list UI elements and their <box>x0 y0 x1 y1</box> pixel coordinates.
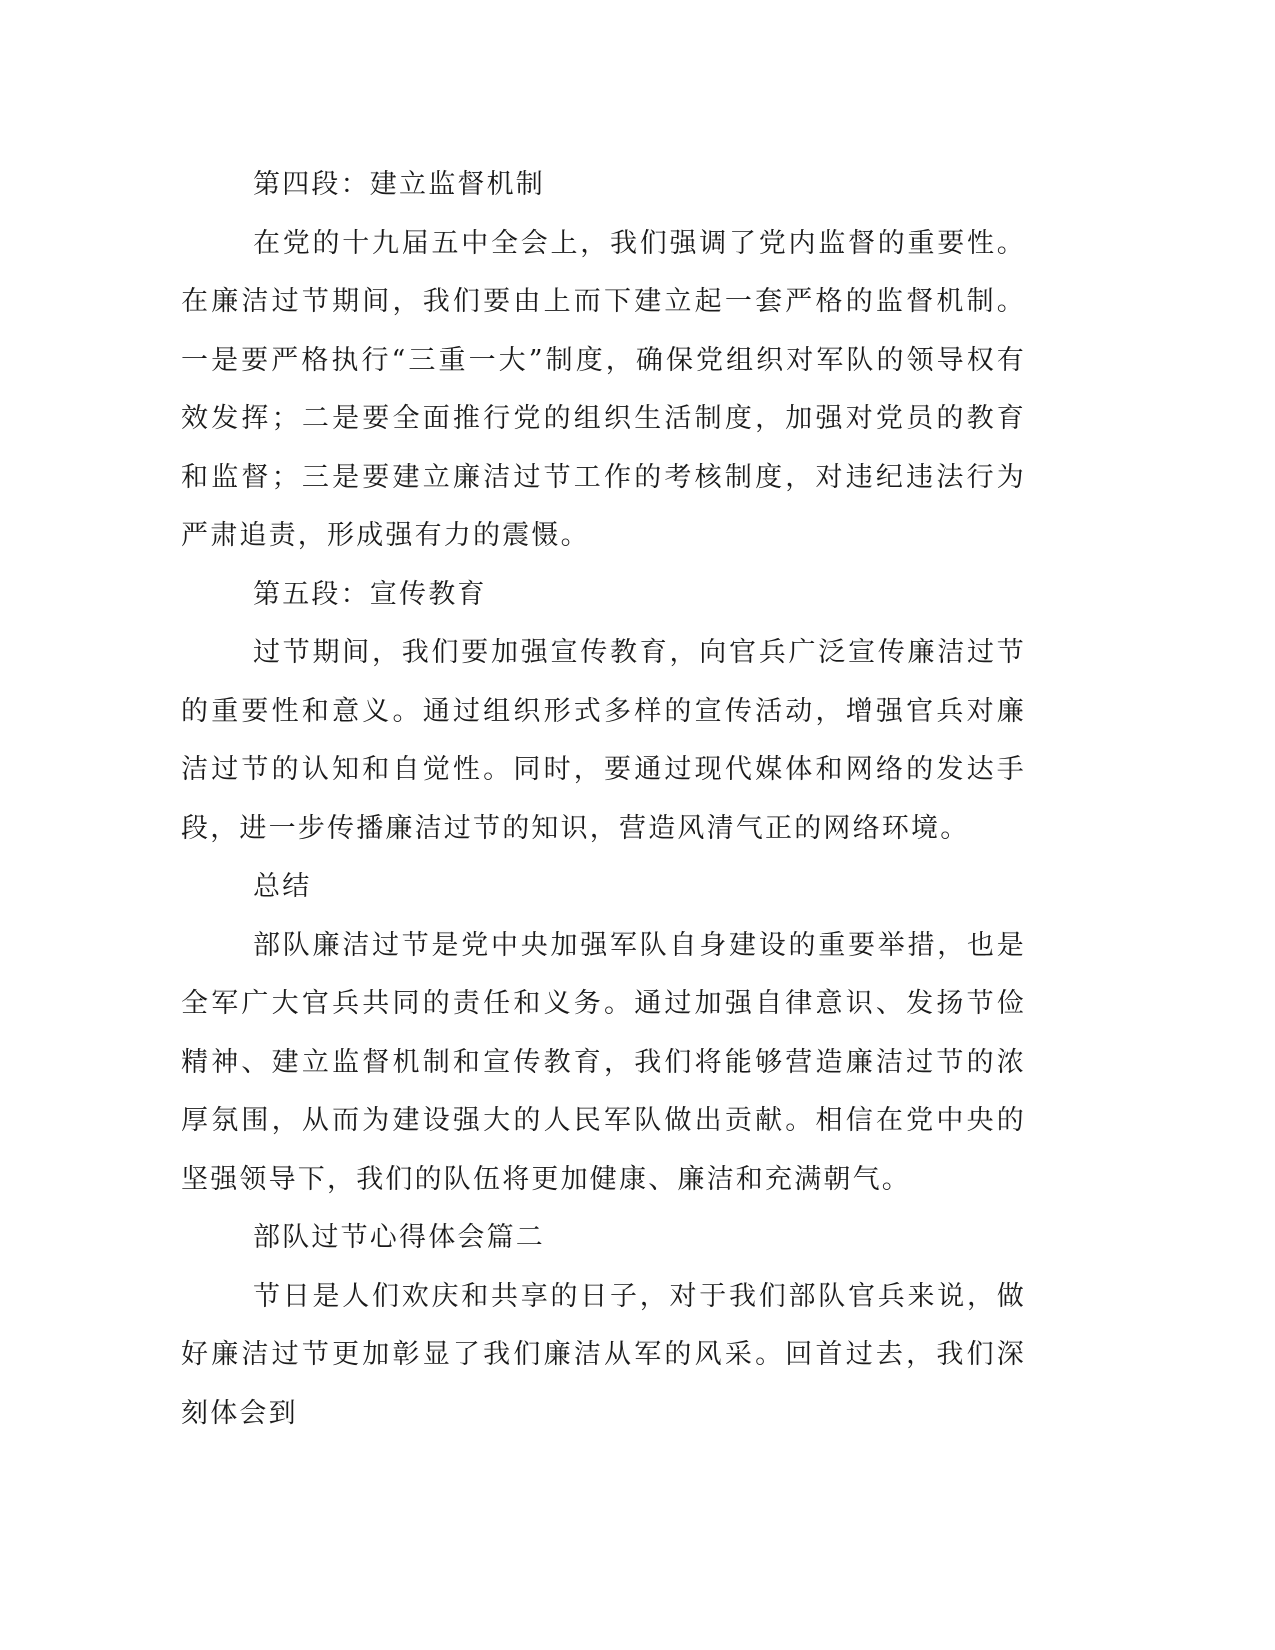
body-paragraph: 在党的十九届五中全会上，我们强调了党内监督的重要性。在廉洁过节期间，我们要由上而下建立起一套严格的监督机制。一是要严格执行“三重一大”制度，确保党组织对军队的领导权有效发挥；二是要全面推行党的组织生活制度，加强对党员的教育和监督；三是要建立廉洁过节工作的考核制度，对违纪违法行为严肃追责，形成强有力的震慑。 <box>181 227 1026 551</box>
section-heading: 第四段：建立监督机制 <box>253 169 545 200</box>
section-heading: 部队过节心得体会篇二 <box>253 1222 545 1253</box>
section-heading: 总结 <box>253 871 312 902</box>
document-body <box>181 156 1026 1443</box>
body-paragraph: 节日是人们欢庆和共享的日子，对于我们部队官兵来说，做好廉洁过节更加彰显了我们廉洁从军的风采。回首过去，我们深刻体会到 <box>181 1280 1026 1429</box>
section-heading: 第五段：宣传教育 <box>253 578 487 610</box>
body-paragraph: 部队廉洁过节是党中央加强军队自身建设的重要举措，也是全军广大官兵共同的责任和义务。通过加强自律意识、发扬节俭精神、建立监督机制和宣传教育，我们将能够营造廉洁过节的浓厚氛围，从而为建设强大的人民军队做出贡献。相信在党中央的坚强领导下，我们的队伍将更加健康、廉洁和充满朝气。 <box>181 929 1026 1195</box>
body-paragraph: 过节期间，我们要加强宣传教育，向官兵广泛宣传廉洁过节的重要性和意义。通过组织形式多样的宣传活动，增强官兵对廉洁过节的认知和自觉性。同时，要通过现代媒体和网络的发达手段，进一步传播廉洁过节的知识，营造风清气正的网络环境。 <box>181 637 1026 844</box>
